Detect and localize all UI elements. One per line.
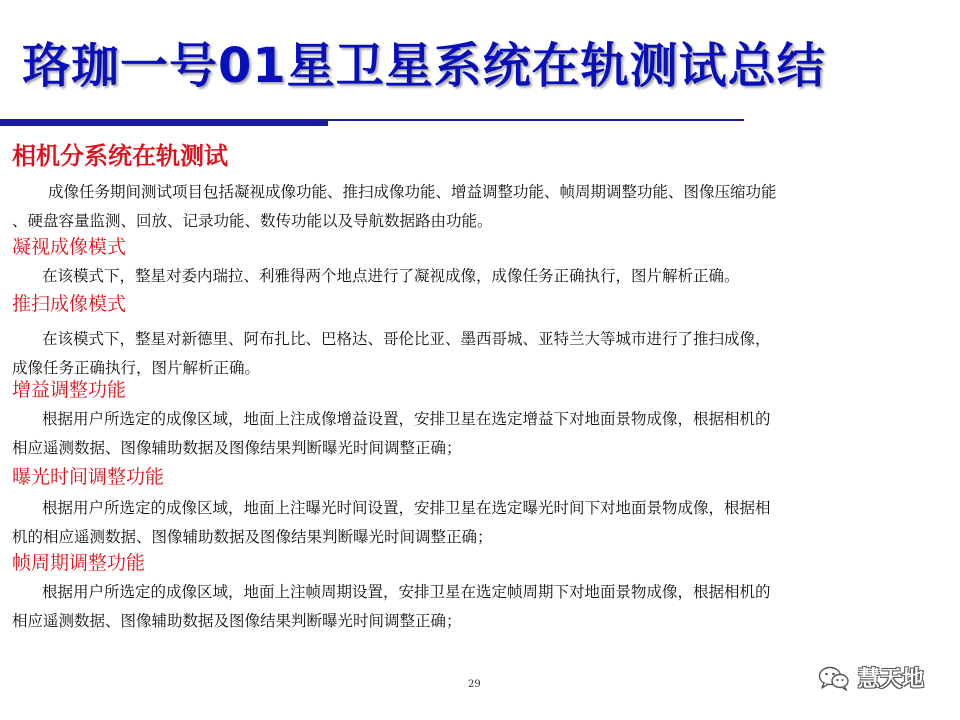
watermark [818,662,924,693]
intro-paragraph [12,178,932,236]
mode-line: 相应遥测数据、图像辅助数据及图像结果判断曝光时间调整正确； [12,439,462,457]
slide-title: 珞珈一号01星卫星系统在轨测试总结 [22,38,826,94]
mode-paragraph-gain [12,405,932,463]
mode-heading-staring: 凝视成像模式 [12,236,127,258]
mode-line: 机的相应遥测数据、图像辅助数据及图像结果判断曝光时间调整正确； [12,528,493,546]
mode-line: 成像任务正确执行，图片解析正确。 [12,359,261,377]
intro-line-2: 、硬盘容量监测、回放、记录功能、数传功能以及导航数据路由功能。 [12,212,493,230]
mode-heading-pushbroom: 推扫成像模式 [12,293,127,315]
mode-paragraph-frame-period [12,578,932,636]
title-underline-thin [328,119,744,121]
section-heading: 相机分系统在轨测试 [12,142,228,170]
mode-line: 在该模式下，整星对新德里、阿布扎比、巴格达、哥伦比亚、墨西哥城、亚特兰大等城市进行了推扫成像， [42,330,771,348]
mode-heading-exposure: 曝光时间调整功能 [12,466,165,488]
mode-heading-frame-period: 帧周期调整功能 [12,552,146,574]
mode-line: 根据用户所选定的成像区域，地面上注帧周期设置，安排卫星在选定帧周期下对地面景物成像，根据相机的 [42,583,771,601]
mode-line: 相应遥测数据、图像辅助数据及图像结果判断曝光时间调整正确； [12,612,462,630]
mode-paragraph-staring [12,262,932,291]
mode-heading-gain: 增益调整功能 [12,379,127,401]
mode-line: 根据用户所选定的成像区域，地面上注成像增益设置，安排卫星在选定增益下对地面景物成像，根据相机的 [42,410,771,428]
wechat-icon [818,665,850,691]
mode-line: 在该模式下，整星对委内瑞拉、利雅得两个地点进行了凝视成像，成像任务正确执行，图片解析正确。 [42,267,740,285]
watermark-text: 慧天地 [858,667,925,692]
mode-paragraph-exposure [12,494,932,552]
mode-paragraph-pushbroom [12,325,932,383]
intro-line-1: 成像任务期间测试项目包括凝视成像功能、推扫成像功能、增益调整功能、帧周期调整功能、图像压缩功能 [48,183,777,201]
title-underline-thick [0,119,328,126]
page-number: 29 [468,679,481,690]
mode-line: 根据用户所选定的成像区域，地面上注曝光时间设置，安排卫星在选定曝光时间下对地面景物成像，根据相 [42,499,771,517]
